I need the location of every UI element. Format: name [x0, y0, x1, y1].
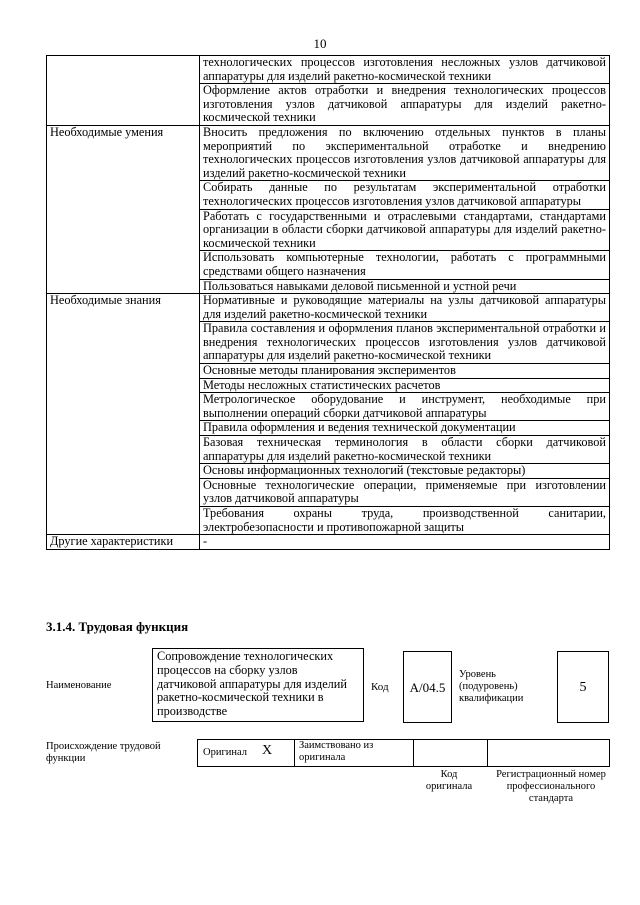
code-caption: Код оригинала: [425, 769, 473, 792]
level-value: 5: [579, 680, 587, 695]
section-heading: 3.1.4. Трудовая функция: [46, 619, 189, 634]
row-text: -: [200, 535, 610, 550]
level-box: [557, 651, 609, 723]
row-text: Собирать данные по результатам экспериментальной отработки технологических процессов изготовления узлов датчиковой аппаратуры: [200, 181, 610, 209]
competency-table: [46, 55, 610, 550]
row-label: Необходимые умения: [47, 125, 200, 293]
row-text: Основные методы планирования экспериментов: [200, 364, 610, 379]
row-text: Работать с государственными и отраслевыми стандартами, стандартами организации в области сборки датчиковой аппаратуры для изделий ракетно-космической техники: [200, 209, 610, 251]
table-row: [47, 535, 610, 550]
row-text: Метрологическое оборудование и инструмент, необходимые при выполнении операций сборки датчиковой аппаратуры: [200, 393, 610, 421]
row-text: Вносить предложения по включению отдельных пунктов в планы мероприятий по экспериментальной отработке и внедрению технологических процессов изготовления узлов датчиковой аппаратуры для изделий ракетно-космической техники: [200, 125, 610, 180]
origin-label: Происхождение трудовой функции: [46, 741, 161, 764]
reg-caption: Регистрационный номер профессионального стандарта: [496, 769, 606, 804]
row-text: Методы несложных статистических расчетов: [200, 378, 610, 393]
row-text: Базовая техническая терминология в области сборки датчиковой аппаратуры для изделий ракетно-космической техники: [200, 436, 610, 464]
table-row: [47, 294, 610, 322]
function-name: Сопровождение технологических процессов на сборку узлов датчиковой аппаратуры для изделий ракетно-космической техники в производстве: [157, 649, 347, 719]
table-row: [47, 56, 610, 84]
row-text: Основные технологические операции, применяемые при изготовлении узлов датчиковой аппаратуры: [200, 478, 610, 506]
row-label: Другие характеристики: [47, 535, 200, 550]
code-label: Код: [371, 681, 389, 693]
row-text: Правила оформления и ведения технической документации: [200, 421, 610, 436]
row-text: Правила составления и оформления планов экспериментальной отработки и внедрения технологических процессов изготовления узлов датчиковой аппаратуры для изделий ракетно-космической техники: [200, 322, 610, 364]
level-label: Уровень (подуровень) квалификации: [459, 669, 524, 704]
row-text: Нормативные и руководящие материалы на узлы датчиковой аппаратуры для изделий ракетно-космической техники: [200, 294, 610, 322]
row-text: Пользоваться навыками деловой письменной и устной речи: [200, 279, 610, 294]
page-number: 10: [313, 36, 327, 51]
code-value: A/04.5: [409, 680, 446, 695]
original-mark: X: [262, 743, 273, 758]
row-text: Оформление актов отработки и внедрения технологических процессов изготовления узлов датчиковой аппаратуры для изделий ракетно-космической техники: [200, 84, 610, 126]
row-text: технологических процессов изготовления несложных узлов датчиковой аппаратуры для изделий ракетно-космической техники: [200, 56, 610, 84]
row-text: Требования охраны труда, производственной санитарии, электробезопасности и противопожарной защиты: [200, 507, 610, 535]
row-label: [47, 56, 200, 126]
name-label: Наименование: [46, 680, 112, 691]
original-label: Оригинал: [203, 747, 247, 758]
table-row: [47, 125, 610, 180]
row-text: Основы информационных технологий (текстовые редакторы): [200, 464, 610, 479]
borrowed-label: Заимствовано из оригинала: [299, 740, 374, 763]
function-name-box: [152, 648, 364, 722]
code-box: [403, 651, 452, 723]
row-text: Использовать компьютерные технологии, работать с программными средствами общего назначения: [200, 251, 610, 279]
row-label: Необходимые знания: [47, 294, 200, 535]
